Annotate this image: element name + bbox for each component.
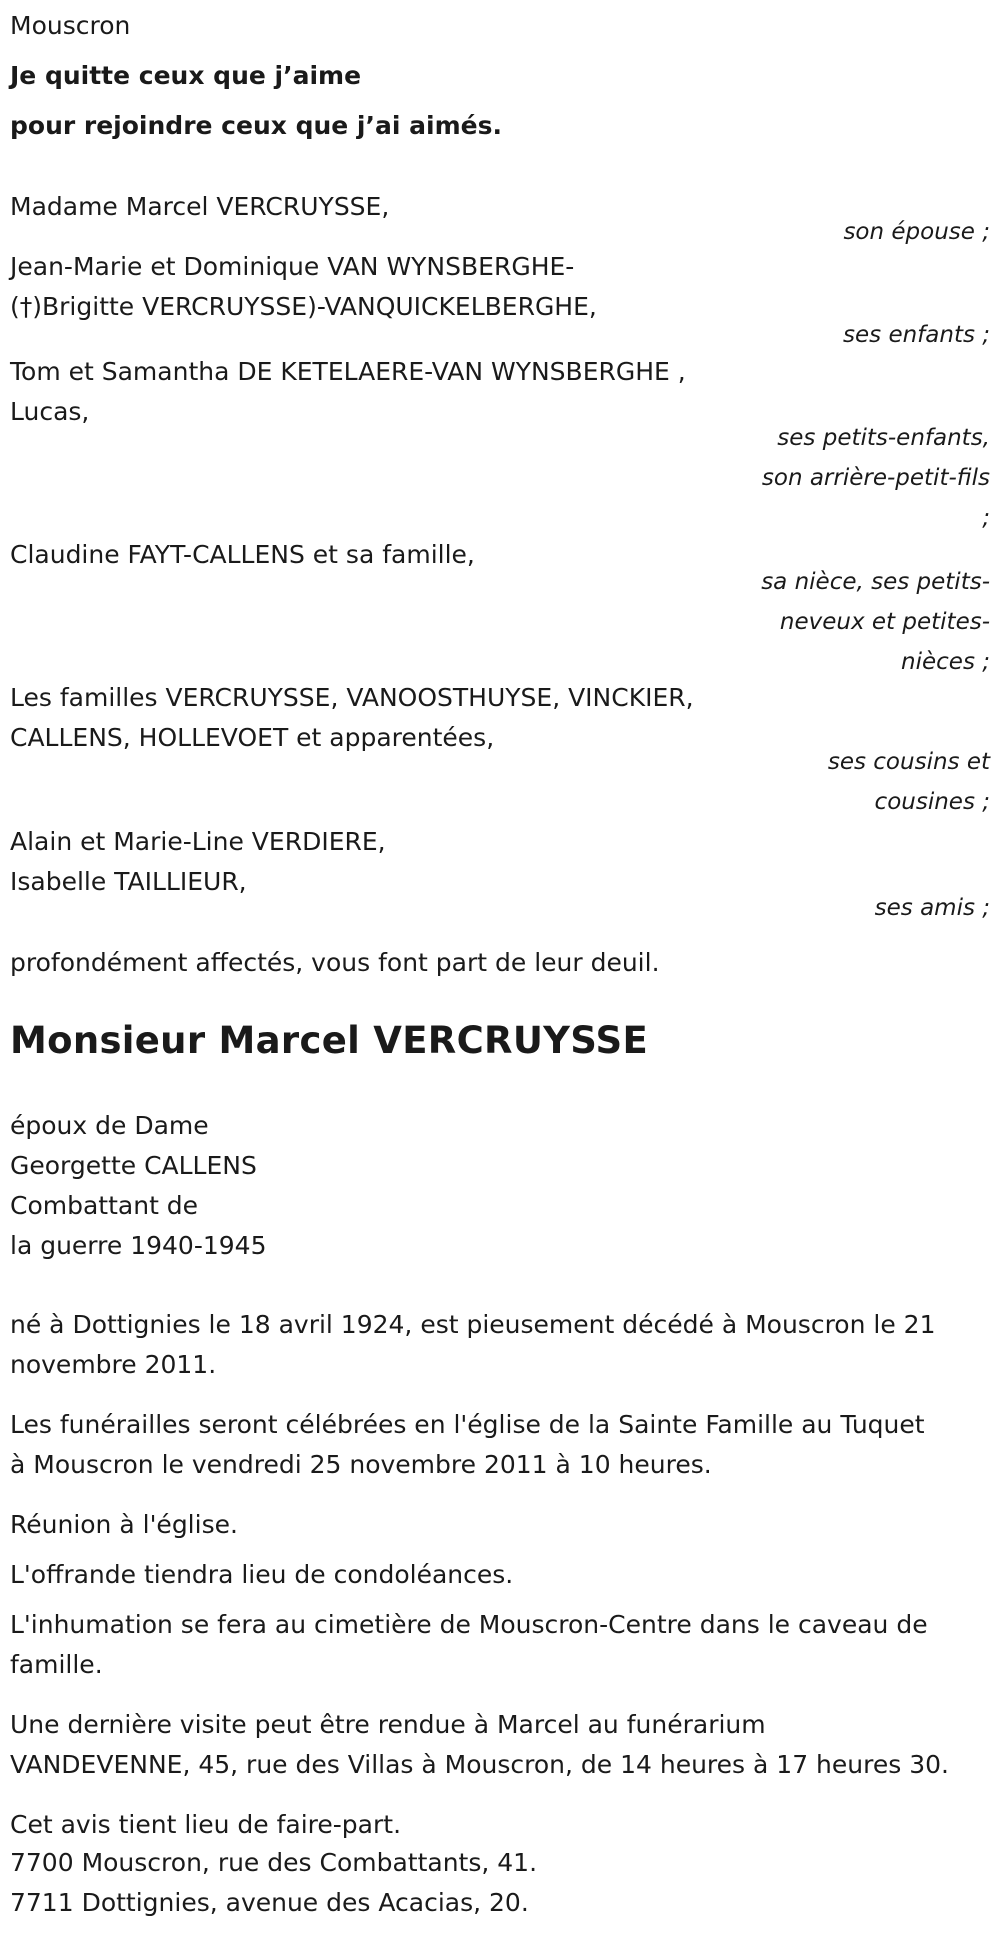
family-relation: ses cousins et cousines ; [827, 749, 990, 815]
paragraph-visit: Une dernière visite peut être rendue à Marcel au funérarium VANDEVENNE, 45, rue des Villas à Mouscron, de 14 heures à 17 heures 30. [10, 1710, 949, 1779]
family-name: Madame Marcel VERCRUYSSE, [10, 192, 390, 221]
family-relation: ses enfants ; [843, 322, 990, 348]
deceased-details: époux de Dame Georgette CALLENS Combattant de la guerre 1940-1945 [10, 1111, 267, 1260]
intro-text: profondément affectés, vous font part de leur deuil. [10, 948, 660, 977]
paragraph-birth-death: né à Dottignies le 18 avril 1924, est pieusement décédé à Mouscron le 21 novembre 2011. [10, 1310, 936, 1379]
deceased-name: Monsieur Marcel VERCRUYSSE [10, 1019, 649, 1062]
family-name: Alain et Marie-Line VERDIERE, Isabelle TAILLIEUR, [10, 827, 386, 896]
paragraph-burial: L'inhumation se fera au cimetière de Mouscron-Centre dans le caveau de famille. [10, 1610, 928, 1679]
family-relation: ses petits-enfants, son arrière-petit-fils ; [761, 425, 990, 531]
paragraph-meeting: Réunion à l'église. [10, 1510, 238, 1539]
family-name: Claudine FAYT-CALLENS et sa famille, [10, 540, 475, 569]
family-relation: ses amis ; [874, 895, 990, 921]
family-name: Tom et Samantha DE KETELAERE-VAN WYNSBERGHE , Lucas, [10, 357, 686, 426]
family-name: Les familles VERCRUYSSE, VANOOSTHUYSE, VINCKIER, CALLENS, HOLLEVOET et apparentées, [10, 683, 694, 752]
paragraph-funeral: Les funérailles seront célébrées en l'église de la Sainte Famille au Tuquet à Mouscron le vendredi 25 novembre 2011 à 10 heures. [10, 1410, 925, 1479]
paragraph-notice: Cet avis tient lieu de faire-part. [10, 1810, 402, 1839]
quote-line-1: Je quitte ceux que j’aime [10, 61, 362, 90]
paragraph-offering: L'offrande tiendra lieu de condoléances. [10, 1560, 514, 1589]
town: Mouscron [10, 11, 131, 40]
family-name: Jean-Marie et Dominique VAN WYNSBERGHE- (†)Brigitte VERCRUYSSE)-VANQUICKELBERGHE, [10, 252, 597, 321]
family-relation: sa nièce, ses petits- neveux et petites- nièces ; [761, 569, 990, 675]
addresses: 7700 Mouscron, rue des Combattants, 41. 7711 Dottignies, avenue des Acacias, 20. [10, 1848, 538, 1917]
family-relation: son épouse ; [843, 219, 990, 245]
quote-line-2: pour rejoindre ceux que j’ai aimés. [10, 111, 502, 140]
